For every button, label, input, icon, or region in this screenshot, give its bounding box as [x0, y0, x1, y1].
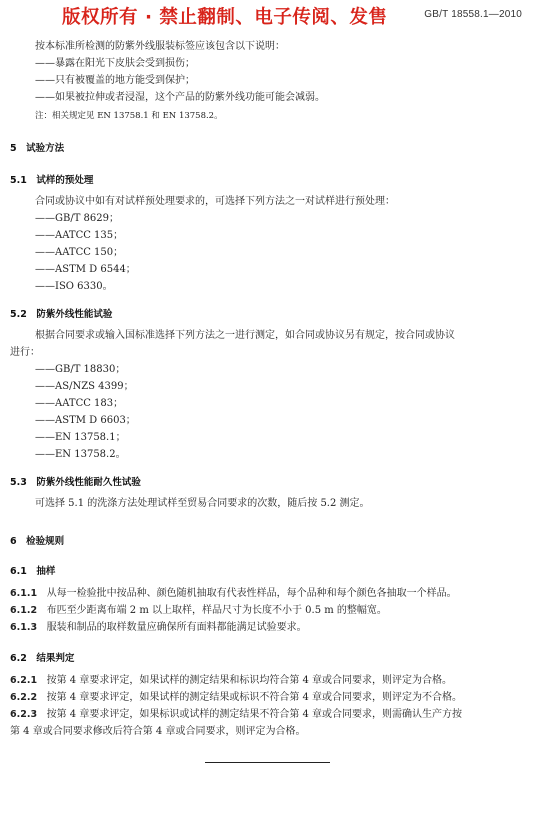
- clause-text: 按第 4 章要求评定，如果试样的测定结果和标识均符合第 4 章或合同要求，则评定为合格。: [46, 675, 453, 686]
- subsection-heading: 5.2 防紫外线性能试验: [10, 309, 113, 320]
- clause-number: 6.1.2: [10, 605, 38, 616]
- intro-item: ——只有被覆盖的地方能受到保护；: [35, 75, 195, 86]
- list-item: ——AATCC 135；: [35, 230, 124, 241]
- subsection-heading: 6.1 抽样: [10, 566, 56, 577]
- clause-number: 6.2.1: [10, 675, 38, 686]
- clause-continuation: 第 4 章或合同要求修改后符合第 4 章或合同要求，则评定为合格。: [10, 726, 306, 737]
- list-item: ——GB/T 8629；: [35, 213, 120, 224]
- clause-number: 6.2.3: [10, 709, 38, 720]
- paragraph: 根据合同要求或输入国标准选择下列方法之一进行测定，如合同或协议另有规定，按合同或协议: [35, 330, 455, 341]
- paragraph: 合同或协议中如有对试样预处理要求的，可选择下列方法之一对试样进行预处理：: [35, 196, 395, 207]
- paragraph: 可选择 5.1 的洗涤方法处理试样至贸易合同要求的次数，随后按 5.2 测定。: [35, 498, 370, 509]
- clause-text: 按第 4 章要求评定，如果试样的测定结果或标识不符合第 4 章或合同要求，则评定为不合格。: [46, 692, 463, 703]
- intro-item: ——如果被拉伸或者浸湿，这个产品的防紫外线功能可能会减弱。: [35, 92, 325, 103]
- list-item: ——AATCC 183；: [35, 398, 124, 409]
- subsection-heading: 5.1 试样的预处理: [10, 175, 94, 186]
- intro-item: ——暴露在阳光下皮肤会受到损伤；: [35, 58, 195, 69]
- clause-text: 布匹至少距离布端 2 m 以上取样，样品尺寸为长度不小于 0.5 m 的整幅宽。: [46, 605, 387, 616]
- list-item: ——EN 13758.1；: [35, 432, 126, 443]
- intro-note: 注：相关规定见 EN 13758.1 和 EN 13758.2。: [35, 111, 223, 121]
- list-item: ——ISO 6330。: [35, 281, 113, 292]
- list-item: ——AATCC 150；: [35, 247, 124, 258]
- clause: [10, 673, 452, 689]
- list-item: ——AS/NZS 4399；: [35, 381, 134, 392]
- paragraph: 进行：: [10, 347, 40, 358]
- clause-number: 6.1.3: [10, 622, 38, 633]
- clause: [10, 707, 462, 723]
- clause-text: 服装和制品的取样数量应确保所有面料都能满足试验要求。: [46, 622, 307, 633]
- clause: [10, 603, 387, 619]
- standard-number: GB/T 18558.1—2010: [424, 9, 522, 20]
- clause-text: 从每一检验批中按品种、颜色随机抽取有代表性样品，每个品种和每个颜色各抽取一个样品。: [46, 588, 457, 599]
- subsection-heading: 6.2 结果判定: [10, 653, 75, 664]
- section-heading: 5 试验方法: [10, 143, 65, 154]
- list-item: ——ASTM D 6603；: [35, 415, 136, 426]
- list-item: ——EN 13758.2。: [35, 449, 126, 460]
- clause: [10, 620, 307, 636]
- copyright-watermark: 版权所有 · 禁止翻制、电子传阅、发售: [62, 7, 388, 28]
- section-heading: 6 检验规则: [10, 536, 65, 547]
- subsection-heading: 5.3 防紫外线性能耐久性试验: [10, 477, 141, 488]
- clause: [10, 586, 457, 602]
- clause-number: 6.2.2: [10, 692, 38, 703]
- clause-text: 按第 4 章要求评定，如果标识或试样的测定结果不符合第 4 章或合同要求，则需确认生产方按: [46, 709, 463, 720]
- intro-line: 按本标准所检测的防紫外线服装标签应该包含以下说明：: [35, 41, 285, 52]
- end-rule: [205, 762, 330, 763]
- clause-number: 6.1.1: [10, 588, 38, 599]
- list-item: ——GB/T 18830；: [35, 364, 126, 375]
- clause: [10, 690, 462, 706]
- list-item: ——ASTM D 6544；: [35, 264, 136, 275]
